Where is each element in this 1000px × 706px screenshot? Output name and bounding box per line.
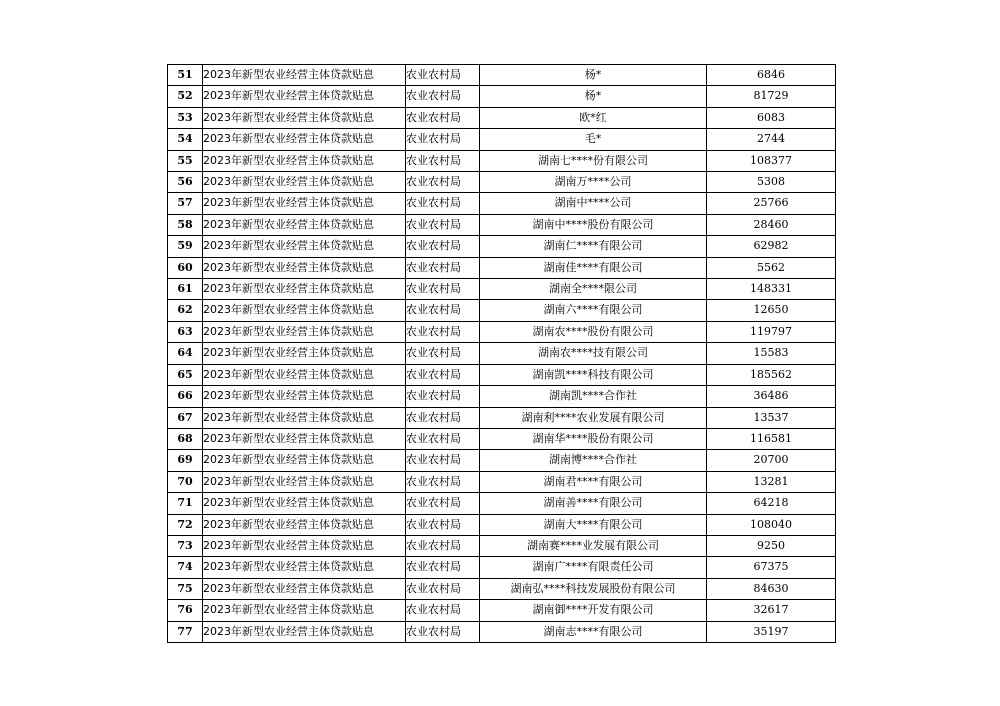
recipient-name-cell: 杨* bbox=[480, 86, 707, 107]
row-number-cell: 57 bbox=[168, 193, 203, 214]
department-cell: 农业农村局 bbox=[406, 621, 480, 642]
row-number-cell: 71 bbox=[168, 493, 203, 514]
recipient-name-cell: 湖南君****有限公司 bbox=[480, 471, 707, 492]
department-cell: 农业农村局 bbox=[406, 514, 480, 535]
recipient-name-cell: 湖南中****公司 bbox=[480, 193, 707, 214]
table-row bbox=[168, 214, 836, 235]
department-cell: 农业农村局 bbox=[406, 535, 480, 556]
table-row bbox=[168, 321, 836, 342]
project-name-cell: 2023年新型农业经营主体贷款贴息 bbox=[203, 471, 406, 492]
row-number-cell: 66 bbox=[168, 386, 203, 407]
row-number-cell: 74 bbox=[168, 557, 203, 578]
department-cell: 农业农村局 bbox=[406, 86, 480, 107]
table-row bbox=[168, 535, 836, 556]
amount-cell: 62982 bbox=[707, 236, 836, 257]
project-name-cell: 2023年新型农业经营主体贷款贴息 bbox=[203, 578, 406, 599]
table-row bbox=[168, 129, 836, 150]
department-cell: 农业农村局 bbox=[406, 193, 480, 214]
table-row bbox=[168, 621, 836, 642]
department-cell: 农业农村局 bbox=[406, 257, 480, 278]
project-name-cell: 2023年新型农业经营主体贷款贴息 bbox=[203, 86, 406, 107]
table-row bbox=[168, 65, 836, 86]
project-name-cell: 2023年新型农业经营主体贷款贴息 bbox=[203, 386, 406, 407]
recipient-name-cell: 湖南弘****科技发展股份有限公司 bbox=[480, 578, 707, 599]
row-number-cell: 54 bbox=[168, 129, 203, 150]
table-row bbox=[168, 514, 836, 535]
row-number-cell: 51 bbox=[168, 65, 203, 86]
department-cell: 农业农村局 bbox=[406, 450, 480, 471]
table-row bbox=[168, 150, 836, 171]
table-row bbox=[168, 279, 836, 300]
department-cell: 农业农村局 bbox=[406, 557, 480, 578]
department-cell: 农业农村局 bbox=[406, 279, 480, 300]
recipient-name-cell: 湖南大****有限公司 bbox=[480, 514, 707, 535]
table-row bbox=[168, 386, 836, 407]
table-row bbox=[168, 193, 836, 214]
row-number-cell: 63 bbox=[168, 321, 203, 342]
project-name-cell: 2023年新型农业经营主体贷款贴息 bbox=[203, 257, 406, 278]
table-row bbox=[168, 407, 836, 428]
amount-cell: 13281 bbox=[707, 471, 836, 492]
row-number-cell: 68 bbox=[168, 428, 203, 449]
department-cell: 农业农村局 bbox=[406, 386, 480, 407]
amount-cell: 32617 bbox=[707, 600, 836, 621]
project-name-cell: 2023年新型农业经营主体贷款贴息 bbox=[203, 514, 406, 535]
table-row bbox=[168, 172, 836, 193]
project-name-cell: 2023年新型农业经营主体贷款贴息 bbox=[203, 428, 406, 449]
project-name-cell: 2023年新型农业经营主体贷款贴息 bbox=[203, 172, 406, 193]
row-number-cell: 59 bbox=[168, 236, 203, 257]
amount-cell: 13537 bbox=[707, 407, 836, 428]
row-number-cell: 58 bbox=[168, 214, 203, 235]
amount-cell: 2744 bbox=[707, 129, 836, 150]
amount-cell: 6846 bbox=[707, 65, 836, 86]
row-number-cell: 60 bbox=[168, 257, 203, 278]
table-row bbox=[168, 86, 836, 107]
row-number-cell: 65 bbox=[168, 364, 203, 385]
recipient-name-cell: 湖南全****限公司 bbox=[480, 279, 707, 300]
department-cell: 农业农村局 bbox=[406, 493, 480, 514]
project-name-cell: 2023年新型农业经营主体贷款贴息 bbox=[203, 557, 406, 578]
department-cell: 农业农村局 bbox=[406, 129, 480, 150]
recipient-name-cell: 湖南华****股份有限公司 bbox=[480, 428, 707, 449]
table-row bbox=[168, 578, 836, 599]
amount-cell: 36486 bbox=[707, 386, 836, 407]
department-cell: 农业农村局 bbox=[406, 300, 480, 321]
table-row bbox=[168, 300, 836, 321]
project-name-cell: 2023年新型农业经营主体贷款贴息 bbox=[203, 343, 406, 364]
table-row bbox=[168, 450, 836, 471]
recipient-name-cell: 湖南广****有限责任公司 bbox=[480, 557, 707, 578]
amount-cell: 25766 bbox=[707, 193, 836, 214]
amount-cell: 5562 bbox=[707, 257, 836, 278]
row-number-cell: 56 bbox=[168, 172, 203, 193]
amount-cell: 108040 bbox=[707, 514, 836, 535]
recipient-name-cell: 湖南万****公司 bbox=[480, 172, 707, 193]
amount-cell: 5308 bbox=[707, 172, 836, 193]
table-row bbox=[168, 557, 836, 578]
amount-cell: 15583 bbox=[707, 343, 836, 364]
department-cell: 农业农村局 bbox=[406, 236, 480, 257]
project-name-cell: 2023年新型农业经营主体贷款贴息 bbox=[203, 214, 406, 235]
recipient-name-cell: 湖南佳****有限公司 bbox=[480, 257, 707, 278]
department-cell: 农业农村局 bbox=[406, 364, 480, 385]
table-row bbox=[168, 236, 836, 257]
recipient-name-cell: 湖南善****有限公司 bbox=[480, 493, 707, 514]
subsidy-table bbox=[167, 64, 836, 643]
recipient-name-cell: 湖南农****股份有限公司 bbox=[480, 321, 707, 342]
department-cell: 农业农村局 bbox=[406, 65, 480, 86]
row-number-cell: 70 bbox=[168, 471, 203, 492]
project-name-cell: 2023年新型农业经营主体贷款贴息 bbox=[203, 236, 406, 257]
department-cell: 农业农村局 bbox=[406, 578, 480, 599]
amount-cell: 67375 bbox=[707, 557, 836, 578]
department-cell: 农业农村局 bbox=[406, 321, 480, 342]
amount-cell: 119797 bbox=[707, 321, 836, 342]
row-number-cell: 64 bbox=[168, 343, 203, 364]
recipient-name-cell: 杨* bbox=[480, 65, 707, 86]
recipient-name-cell: 湖南农****技有限公司 bbox=[480, 343, 707, 364]
project-name-cell: 2023年新型农业经营主体贷款贴息 bbox=[203, 193, 406, 214]
department-cell: 农业农村局 bbox=[406, 407, 480, 428]
project-name-cell: 2023年新型农业经营主体贷款贴息 bbox=[203, 621, 406, 642]
table-row bbox=[168, 493, 836, 514]
recipient-name-cell: 湖南利****农业发展有限公司 bbox=[480, 407, 707, 428]
recipient-name-cell: 湖南中****股份有限公司 bbox=[480, 214, 707, 235]
recipient-name-cell: 湖南凯****科技有限公司 bbox=[480, 364, 707, 385]
amount-cell: 148331 bbox=[707, 279, 836, 300]
project-name-cell: 2023年新型农业经营主体贷款贴息 bbox=[203, 450, 406, 471]
row-number-cell: 76 bbox=[168, 600, 203, 621]
row-number-cell: 72 bbox=[168, 514, 203, 535]
project-name-cell: 2023年新型农业经营主体贷款贴息 bbox=[203, 300, 406, 321]
project-name-cell: 2023年新型农业经营主体贷款贴息 bbox=[203, 493, 406, 514]
amount-cell: 84630 bbox=[707, 578, 836, 599]
project-name-cell: 2023年新型农业经营主体贷款贴息 bbox=[203, 364, 406, 385]
department-cell: 农业农村局 bbox=[406, 428, 480, 449]
recipient-name-cell: 湖南志****有限公司 bbox=[480, 621, 707, 642]
table-row bbox=[168, 428, 836, 449]
department-cell: 农业农村局 bbox=[406, 343, 480, 364]
amount-cell: 20700 bbox=[707, 450, 836, 471]
row-number-cell: 55 bbox=[168, 150, 203, 171]
project-name-cell: 2023年新型农业经营主体贷款贴息 bbox=[203, 321, 406, 342]
row-number-cell: 52 bbox=[168, 86, 203, 107]
project-name-cell: 2023年新型农业经营主体贷款贴息 bbox=[203, 279, 406, 300]
recipient-name-cell: 湖南凯****合作社 bbox=[480, 386, 707, 407]
row-number-cell: 67 bbox=[168, 407, 203, 428]
department-cell: 农业农村局 bbox=[406, 150, 480, 171]
department-cell: 农业农村局 bbox=[406, 214, 480, 235]
recipient-name-cell: 湖南御****开发有限公司 bbox=[480, 600, 707, 621]
table-row bbox=[168, 471, 836, 492]
table-body bbox=[168, 65, 836, 643]
row-number-cell: 61 bbox=[168, 279, 203, 300]
table-row bbox=[168, 343, 836, 364]
row-number-cell: 62 bbox=[168, 300, 203, 321]
amount-cell: 35197 bbox=[707, 621, 836, 642]
row-number-cell: 77 bbox=[168, 621, 203, 642]
amount-cell: 64218 bbox=[707, 493, 836, 514]
recipient-name-cell: 毛* bbox=[480, 129, 707, 150]
recipient-name-cell: 欧*红 bbox=[480, 107, 707, 128]
table-row bbox=[168, 107, 836, 128]
amount-cell: 185562 bbox=[707, 364, 836, 385]
amount-cell: 81729 bbox=[707, 86, 836, 107]
table-row bbox=[168, 600, 836, 621]
row-number-cell: 73 bbox=[168, 535, 203, 556]
row-number-cell: 75 bbox=[168, 578, 203, 599]
amount-cell: 116581 bbox=[707, 428, 836, 449]
recipient-name-cell: 湖南赛****业发展有限公司 bbox=[480, 535, 707, 556]
project-name-cell: 2023年新型农业经营主体贷款贴息 bbox=[203, 107, 406, 128]
amount-cell: 28460 bbox=[707, 214, 836, 235]
row-number-cell: 53 bbox=[168, 107, 203, 128]
recipient-name-cell: 湖南仁****有限公司 bbox=[480, 236, 707, 257]
department-cell: 农业农村局 bbox=[406, 107, 480, 128]
project-name-cell: 2023年新型农业经营主体贷款贴息 bbox=[203, 407, 406, 428]
project-name-cell: 2023年新型农业经营主体贷款贴息 bbox=[203, 535, 406, 556]
department-cell: 农业农村局 bbox=[406, 172, 480, 193]
department-cell: 农业农村局 bbox=[406, 600, 480, 621]
amount-cell: 9250 bbox=[707, 535, 836, 556]
department-cell: 农业农村局 bbox=[406, 471, 480, 492]
project-name-cell: 2023年新型农业经营主体贷款贴息 bbox=[203, 129, 406, 150]
row-number-cell: 69 bbox=[168, 450, 203, 471]
recipient-name-cell: 湖南七****份有限公司 bbox=[480, 150, 707, 171]
amount-cell: 12650 bbox=[707, 300, 836, 321]
project-name-cell: 2023年新型农业经营主体贷款贴息 bbox=[203, 150, 406, 171]
recipient-name-cell: 湖南博****合作社 bbox=[480, 450, 707, 471]
amount-cell: 6083 bbox=[707, 107, 836, 128]
amount-cell: 108377 bbox=[707, 150, 836, 171]
project-name-cell: 2023年新型农业经营主体贷款贴息 bbox=[203, 600, 406, 621]
table-row bbox=[168, 257, 836, 278]
project-name-cell: 2023年新型农业经营主体贷款贴息 bbox=[203, 65, 406, 86]
table-row bbox=[168, 364, 836, 385]
recipient-name-cell: 湖南六****有限公司 bbox=[480, 300, 707, 321]
